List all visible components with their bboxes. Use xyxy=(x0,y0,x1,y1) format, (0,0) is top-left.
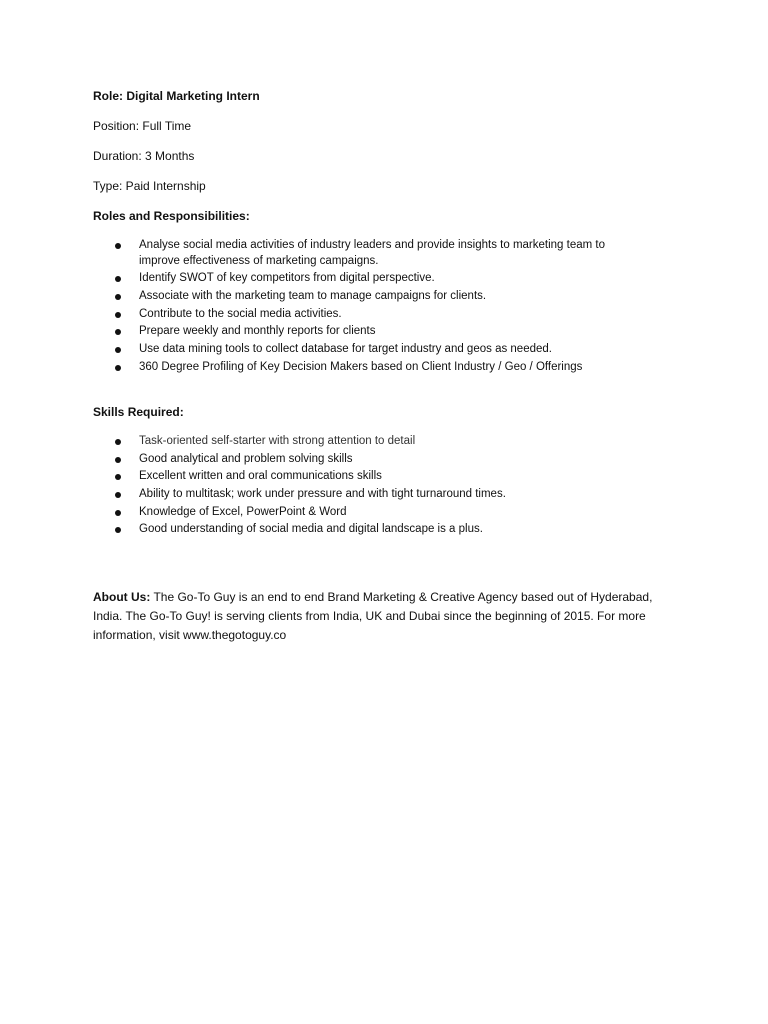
skill-text: Ability to multitask; work under pressure and with tight turnaround times. xyxy=(139,488,506,501)
responsibility-item xyxy=(93,238,693,269)
bullet-icon xyxy=(115,510,121,516)
role-heading: Role: Digital Marketing Intern xyxy=(93,89,260,103)
skill-item xyxy=(93,469,693,485)
type-line: Type: Paid Internship xyxy=(93,179,206,193)
responsibilities-heading: Roles and Responsibilities: xyxy=(93,209,250,223)
responsibility-item xyxy=(93,271,693,287)
about-us-label: About Us: xyxy=(93,590,151,604)
responsibility-item xyxy=(93,307,693,323)
bullet-icon xyxy=(115,457,121,463)
responsibility-text: Prepare weekly and monthly reports for clients xyxy=(139,325,376,338)
bullet-icon xyxy=(115,312,121,318)
skill-text: Task-oriented self-starter with strong attention to detail xyxy=(139,435,416,447)
responsibilities-list xyxy=(93,238,693,377)
skill-item xyxy=(93,452,693,468)
skill-item xyxy=(93,487,693,503)
skill-item xyxy=(93,434,693,450)
bullet-icon xyxy=(115,365,121,371)
position-line: Position: Full Time xyxy=(93,119,192,133)
skill-text: Good analytical and problem solving skills xyxy=(139,452,353,465)
bullet-icon xyxy=(115,527,121,533)
skill-text: Excellent written and oral communications skills xyxy=(139,470,382,483)
skill-item xyxy=(93,505,693,521)
bullet-icon xyxy=(115,294,121,300)
skills-heading: Skills Required: xyxy=(93,405,184,419)
responsibility-text-continued: improve effectiveness of marketing campaigns. xyxy=(139,254,379,267)
responsibility-text: Contribute to the social media activities. xyxy=(139,307,342,320)
duration-line: Duration: 3 Months xyxy=(93,149,195,163)
bullet-icon xyxy=(115,474,121,480)
bullet-icon xyxy=(115,276,121,282)
responsibility-text: Associate with the marketing team to manage campaigns for clients. xyxy=(139,289,487,302)
bullet-icon xyxy=(115,329,121,335)
responsibility-item xyxy=(93,360,693,376)
bullet-icon xyxy=(115,492,121,498)
bullet-icon xyxy=(115,243,121,249)
skills-list xyxy=(93,434,693,540)
about-us-text: The Go-To Guy is an end to end Brand Marketing & Creative Agency based out of Hyderabad, India. The Go-To Guy! is serving clients from India, UK and Dubai since the beginning of 2015. For more information, visit www.thegotoguy.co xyxy=(93,590,653,642)
responsibility-text: Analyse social media activities of industry leaders and provide insights to marketing team to xyxy=(139,239,605,251)
bullet-icon xyxy=(115,439,121,445)
responsibility-item xyxy=(93,342,693,358)
responsibility-item xyxy=(93,324,693,340)
bullet-icon xyxy=(115,347,121,353)
responsibility-item xyxy=(93,289,693,305)
skill-item xyxy=(93,522,693,538)
responsibility-text: Identify SWOT of key competitors from digital perspective. xyxy=(139,272,435,285)
responsibility-text: Use data mining tools to collect database for target industry and geos as needed. xyxy=(139,342,552,355)
skill-text: Good understanding of social media and digital landscape is a plus. xyxy=(139,523,483,536)
responsibility-text: 360 Degree Profiling of Key Decision Makers based on Client Industry / Geo / Offerings xyxy=(139,360,583,373)
about-us-paragraph xyxy=(93,588,683,645)
skill-text: Knowledge of Excel, PowerPoint & Word xyxy=(139,505,347,518)
